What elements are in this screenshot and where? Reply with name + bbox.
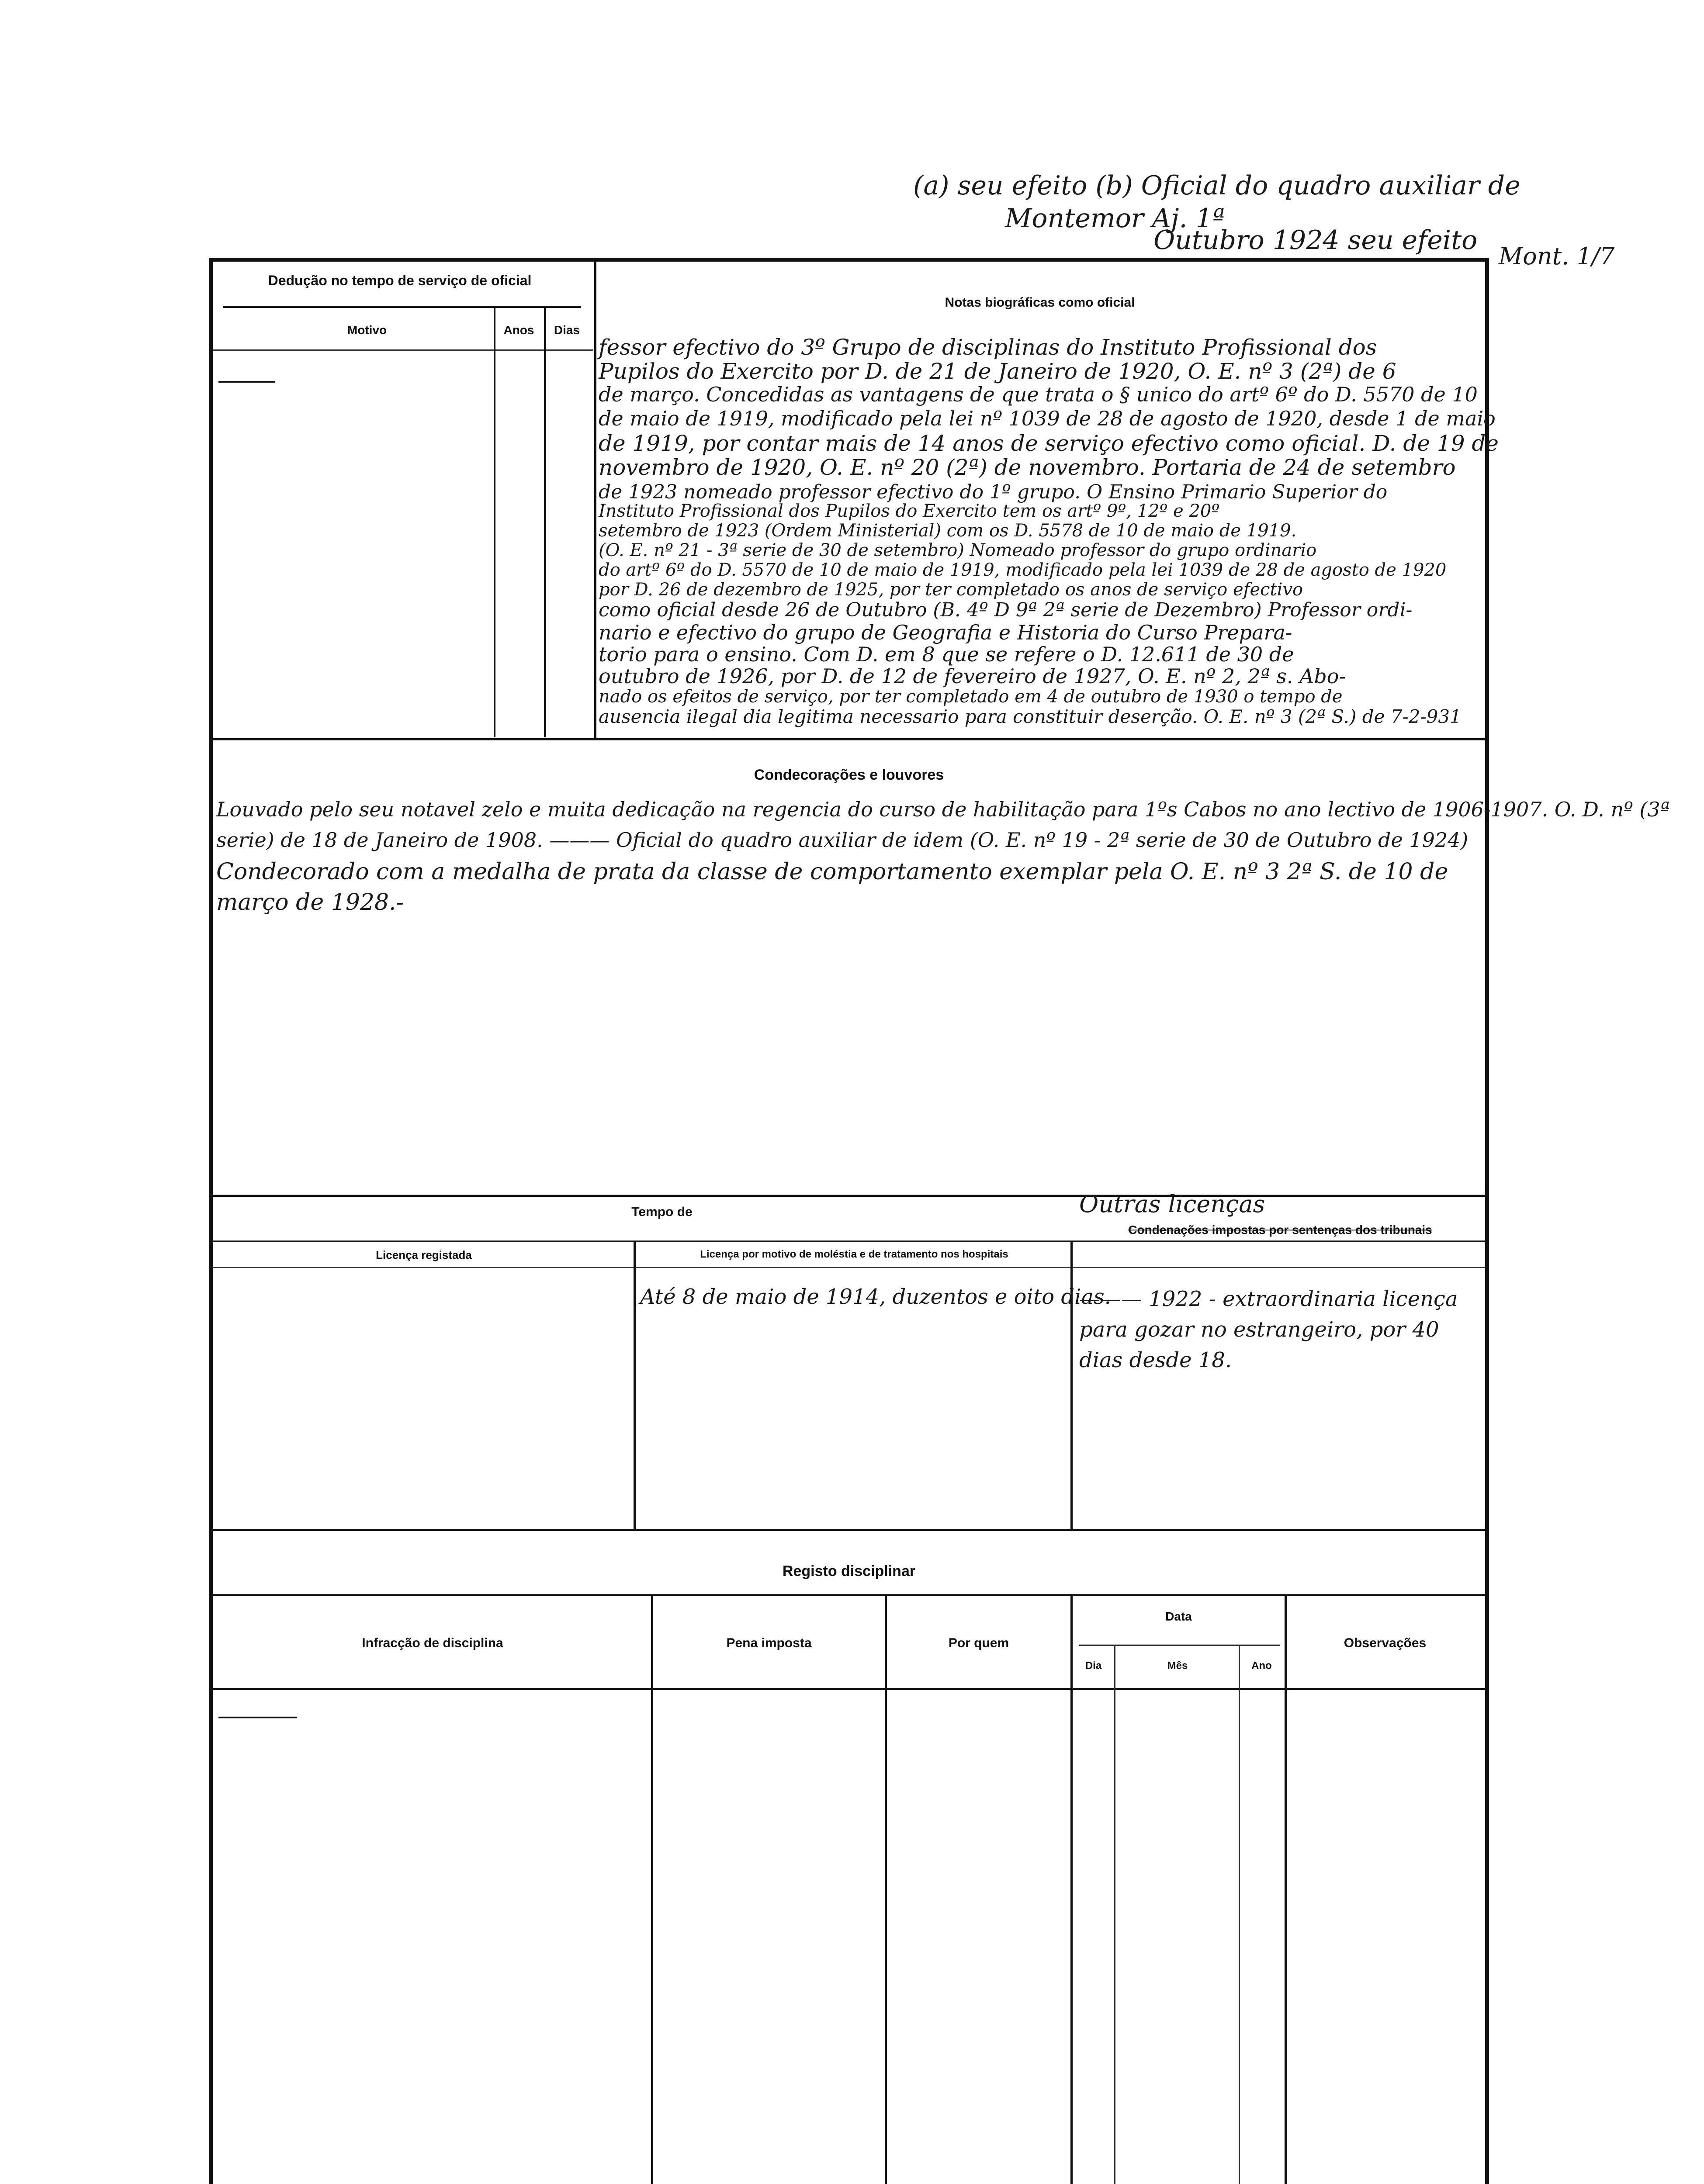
deduction-divider-1: [494, 307, 495, 737]
time-title: Tempo de: [631, 1205, 693, 1219]
bio-line: novembro de 1920, O. E. nº 20 (2ª) de novembro. Portaria de 24 de setembro: [599, 455, 1456, 480]
bio-line: como oficial desde 26 de Outubro (B. 4º D 9ª 2ª serie de Dezembro) Professor ordi-: [599, 599, 1413, 621]
disc-col-date: Data: [1165, 1610, 1192, 1623]
bio-line: setembro de 1923 (Ordem Ministerial) com os D. 5578 de 10 de maio de 1919.: [599, 521, 1297, 541]
bio-line: do artº 6º do D. 5570 de 10 de maio de 1919, modificado pela lei 1039 de 28 de agosto de 1920: [599, 560, 1447, 580]
time-col-sick: Licença por motivo de moléstia e de tratamento nos hospitais: [700, 1248, 1008, 1260]
time-divider-1: [634, 1241, 636, 1529]
sick-leave-entry: Até 8 de maio de 1914, duzentos e oito dias.: [640, 1285, 1111, 1309]
disc-divider-month: [1239, 1646, 1240, 2184]
deduction-title: Dedução no tempo de serviço de oficial: [268, 273, 532, 288]
honors-line: março de 1928.-: [216, 889, 404, 916]
disciplinary-top-rule: [213, 1529, 1485, 1531]
bio-line: nado os efeitos de serviço, por ter completado em 4 de outubro de 1930 o tempo de: [599, 687, 1343, 707]
bio-line: outubro de 1926, por D. de 12 de fevereiro de 1927, O. E. nº 2, 2ª s. Abo-: [599, 664, 1346, 688]
disc-col-by-whom: Por quem: [948, 1636, 1009, 1650]
honors-line: serie) de 18 de Janeiro de 1908. ——— Oficial do quadro auxiliar de idem (O. E. nº 19 - 2ª serie de 30 de Outubro de 1924): [216, 828, 1468, 852]
bio-line: Instituto Profissional dos Pupilos do Exercito tem os artº 9º, 12º e 20º: [599, 501, 1220, 521]
bio-line: nario e efectivo do grupo de Geografia e Historia do Curso Prepara-: [599, 621, 1292, 644]
bio-line: por D. 26 de dezembro de 1925, por ter completado os anos de serviço efectivo: [599, 580, 1303, 600]
time-top-rule: [213, 1195, 1485, 1197]
honors-notes: [216, 798, 1670, 957]
deduction-title-rule: [223, 306, 581, 308]
disc-divider-3: [1070, 1594, 1073, 2184]
disc-divider-day: [1114, 1646, 1115, 2184]
honors-top-rule: [213, 738, 1485, 740]
bio-line: fessor efectivo do 3º Grupo de disciplinas do Instituto Profissional dos: [599, 335, 1377, 360]
bio-line: (O. E. nº 21 - 3ª serie de 30 de setembro) Nomeado professor do grupo ordinario: [599, 540, 1317, 560]
disciplinary-title: Registo disciplinar: [782, 1563, 916, 1579]
honors-line: Louvado pelo seu notavel zelo e muita dedicação na regencia do curso de habilitação para 1ºs Cabos no ano lectivo de 1906-1907. O. D. nº (3ª: [216, 798, 1670, 821]
convictions-entry-line: ——— 1922 - extraordinaria licença: [1079, 1287, 1458, 1311]
disc-col-penalty: Pena imposta: [726, 1636, 812, 1650]
bio-line: de março. Concedidas as vantagens de que trata o § unico do artº 6º do D. 5570 de 10: [599, 383, 1478, 406]
disciplinary-header-top-rule: [213, 1594, 1485, 1596]
disc-col-infraction: Infracção de disciplina: [362, 1636, 503, 1650]
top-margin-note: Mont. 1/7: [1499, 242, 1615, 270]
honors-line: Condecorado com a medalha de prata da classe de comportamento exemplar pela O. E. nº 3 2ª S. de 10 de: [216, 859, 1448, 885]
top-annotation-line1: (a) seu efeito (b) Oficial do quadro auxiliar de: [913, 170, 1520, 201]
bio-line: Pupilos do Exercito por D. de 21 de Janeiro de 1920, O. E. nº 3 (2ª) de 6: [599, 359, 1396, 384]
convictions-entry-line: para gozar no estrangeiro, por 40: [1079, 1317, 1439, 1342]
disc-col-month: Mês: [1167, 1660, 1188, 1672]
bio-notes: [599, 335, 1499, 729]
deduction-col-anos: Anos: [503, 323, 534, 337]
disc-divider-4: [1285, 1594, 1287, 2184]
deduction-divider-2: [544, 307, 546, 737]
disc-divider-1: [651, 1594, 653, 2184]
time-divider-2: [1070, 1241, 1073, 1529]
disc-col-year: Ano: [1251, 1660, 1272, 1672]
bio-line: de 1923 nomeado professor efectivo do 1º grupo. O Ensino Primario Superior do: [599, 481, 1388, 503]
bio-left-border: [594, 261, 596, 738]
convictions-entry-line: dias desde 18.: [1079, 1348, 1232, 1372]
bio-line: ausencia ilegal dia legitima necessario para constituir deserção. O. E. nº 3 (2ª S.) de 7-2-931: [599, 706, 1462, 727]
top-annotation-line3: Outubro 1924 seu efeito: [1153, 225, 1478, 256]
disc-col-day: Dia: [1085, 1660, 1102, 1672]
disciplinary-dash: [218, 1717, 297, 1718]
convictions-handwritten-heading: Outras licenças: [1079, 1190, 1265, 1218]
convictions-col-head: Condenações impostas por sentenças dos tribunais: [1128, 1223, 1432, 1237]
disc-col-observations: Observações: [1344, 1636, 1427, 1650]
honors-title: Condecorações e louvores: [754, 767, 944, 783]
deduction-col-dias: Dias: [554, 323, 580, 337]
deduction-header-rule: [213, 349, 593, 351]
top-annotation-line2: Montemor Aj. 1ª: [1005, 203, 1225, 234]
deduction-col-motivo: Motivo: [347, 323, 387, 337]
bio-line: de 1919, por contar mais de 14 anos de serviço efectivo como oficial. D. de 19 de: [599, 431, 1499, 456]
disc-divider-2: [885, 1594, 887, 2184]
time-header-rule: [213, 1267, 1485, 1268]
bio-line: de maio de 1919, modificado pela lei nº 1039 de 28 de agosto de 1920, desde 1 de maio: [599, 407, 1496, 430]
disciplinary-header-bottom-rule: [213, 1688, 1485, 1690]
deduction-dash: [218, 381, 275, 383]
date-sub-rule: [1079, 1645, 1280, 1646]
bio-line: torio para o ensino. Com D. em 8 que se refere o D. 12.611 de 30 de: [599, 643, 1294, 666]
time-col-license: Licença registada: [376, 1248, 472, 1261]
bio-title: Notas biográficas como oficial: [945, 295, 1135, 310]
time-subheader-rule: [213, 1241, 1485, 1242]
